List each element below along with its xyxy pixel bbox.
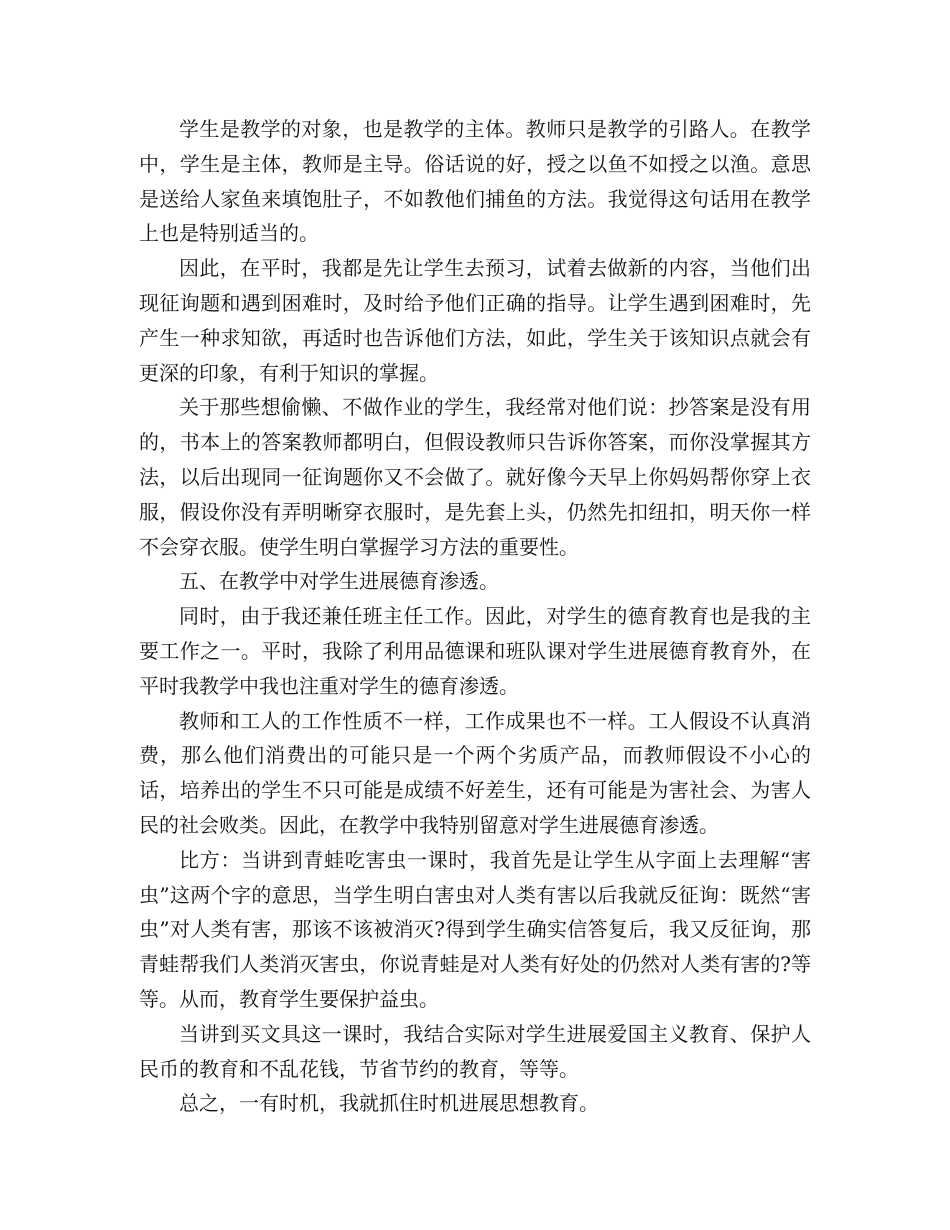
section-heading-moral-education: 五、在教学中对学生进展德育渗透。 [179,569,499,594]
document-body [139,112,811,1121]
paragraph-teacher-vs-worker: 教师和工人的工作性质不一样，工作成果也不一样。工人假设不认真消费，那么他们消费出的可能只是一个两个劣质产品，而教师假设不小心的话，培养出的学生不只可能是成绩不好差生，还有可能是为害社会、为害人民的社会败类。因此，在教学中我特别留意对学生进展德育渗透。 [139,708,811,837]
paragraph-frog-example: 比方：当讲到青蛙吃害虫一课时，我首先是让学生从字面上去理解“害虫”这两个字的意思，当学生明白害虫对人类有害以后我就反征询：既然“害虫”对人类有害，那该不该被消灭?得到学生确实信答复后，我又反征询，那青蛙帮我们人类消灭害虫，你说青蛙是对人类有好处的仍然对人类有害的?等等。从而，教育学生要保护益虫。 [139,847,811,1011]
paragraph-preview-guidance: 因此，在平时，我都是先让学生去预习，试着去做新的内容，当他们出现征询题和遇到困难时，及时给予他们正确的指导。让学生遇到困难时，先产生一种求知欲，再适时也告诉他们方法，如此，学生关于该知识点就会有更深的印象，有利于知识的掌握。 [139,256,811,385]
paragraph-conclusion: 总之，一有时机，我就抓住时机进展思想教育。 [179,1091,599,1116]
paragraph-teaching-subject: 学生是教学的对象，也是教学的主体。教师只是教学的引路人。在教学中，学生是主体，教师是主导。俗话说的好，授之以鱼不如授之以渔。意思是送给人家鱼来填饱肚子，不如教他们捕鱼的方法。我觉得这句话用在教学上也是特别适当的。 [139,117,811,246]
paragraph-copying-answers: 关于那些想偷懒、不做作业的学生，我经常对他们说：抄答案是没有用的，书本上的答案教师都明白，但假设教师只告诉你答案，而你没掌握其方法，以后出现同一征询题你又不会做了。就好像今天早上你妈妈帮你穿上衣服，假设你没有弄明晰穿衣服时，是先套上头，仍然先扣纽扣，明天你一样不会穿衣服。使学生明白掌握学习方法的重要性。 [139,395,811,559]
paragraph-class-teacher: 同时，由于我还兼任班主任工作。因此，对学生的德育教育也是我的主要工作之一。平时，我除了利用品德课和班队课对学生进展德育教育外，在平时我教学中我也注重对学生的德育渗透。 [139,604,811,698]
paragraph-stationery-lesson: 当讲到买文具这一课时，我结合实际对学生进展爱国主义教育、保护人民币的教育和不乱花钱，节省节约的教育，等等。 [139,1021,811,1081]
